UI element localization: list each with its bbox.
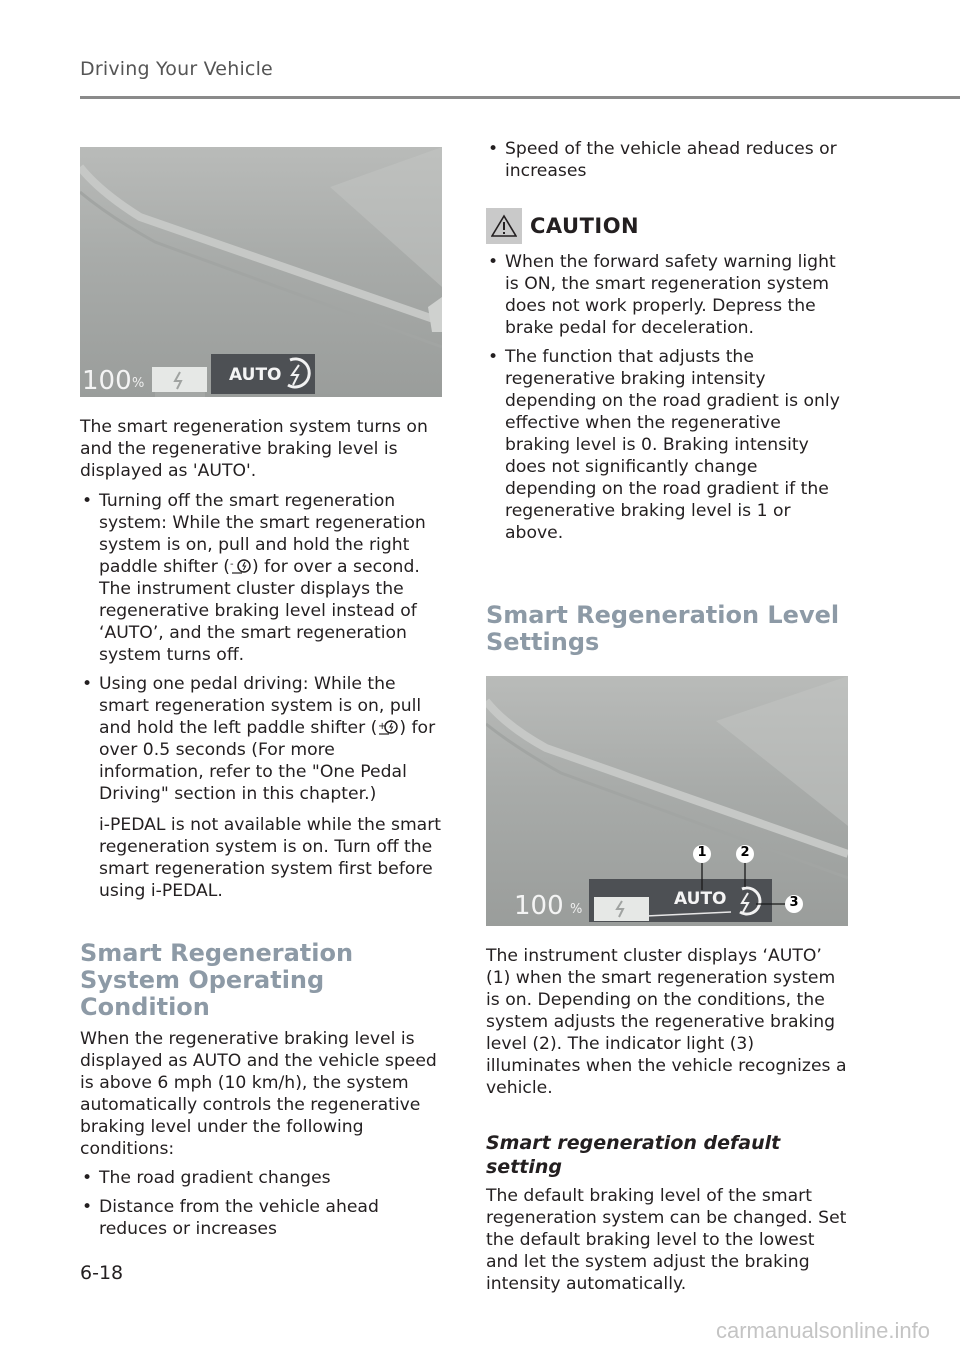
list-item bbox=[486, 251, 848, 339]
cluster-illustration bbox=[486, 676, 848, 926]
caution-badge bbox=[486, 208, 522, 244]
condition-text: Speed of the vehicle ahead reduces or increases bbox=[505, 139, 837, 181]
svg-text:+: + bbox=[378, 721, 387, 732]
left-column bbox=[80, 147, 442, 1240]
caution-text: The function that adjusts the regenerative braking intensity depending on the road gradient is only effective when the regenerative braking level is 0. Braking intensity does not significantly change depending on the road gradient if the regenerative braking level is 1 or above. bbox=[505, 347, 840, 543]
smart-regen-bullets bbox=[80, 490, 442, 902]
battery-percent: 100 bbox=[82, 366, 132, 396]
operating-condition-text: When the regenerative braking level is displayed as AUTO and the vehicle speed is above 6 mph (10 km/h), the system automatically controls the regenerative braking level under the following conditions: bbox=[80, 1029, 437, 1159]
caution-text: When the forward safety warning light is ON, the smart regeneration system does not work properly. Depress the brake pedal for deceleration. bbox=[505, 252, 836, 338]
bullet1-text-end: ) for over a second. The instrument cluster displays the regenerative braking level instead of ‘AUTO’, and the smart regeneration system turns off. bbox=[99, 557, 420, 665]
ipedal-note: i-PEDAL is not available while the smart regeneration system is on. Turn off the smart regeneration system first before using i-PEDAL. bbox=[99, 815, 442, 901]
right-column bbox=[486, 138, 848, 1295]
condition-list bbox=[80, 1167, 442, 1240]
level-settings-text: The instrument cluster displays ‘AUTO’ (1) when the smart regeneration system is on. Depending on the conditions, the system adjusts the regenerative braking level (2). The indicator light (3) illuminates when the vehicle recognizes a vehicle. bbox=[486, 946, 847, 1098]
cluster-figure-auto bbox=[80, 147, 442, 397]
page-header-title: Driving Your Vehicle bbox=[80, 58, 273, 80]
bullet1-text-start: Turning off the smart regeneration system: While the smart regeneration system is on, pull and hold the right paddle shifter ( bbox=[99, 491, 426, 577]
list-item bbox=[80, 1196, 442, 1240]
bullet-dot: • bbox=[82, 1168, 93, 1188]
bullet-dot: • bbox=[82, 491, 93, 511]
condition-list-continued bbox=[486, 138, 848, 182]
battery-percent-sign: % bbox=[570, 902, 583, 917]
bullet2-text-end: ) for over 0.5 seconds (For more information, refer to the "One Pedal Driving" section in this chapter.) bbox=[99, 718, 436, 804]
bullet-dot: • bbox=[488, 252, 499, 272]
callout-3: 3 bbox=[789, 895, 799, 910]
callout-1: 1 bbox=[697, 845, 707, 860]
condition-text: The road gradient changes bbox=[99, 1168, 331, 1188]
bullet-dot: • bbox=[82, 1197, 93, 1217]
bullet2-text-start: Using one pedal driving: While the smart regeneration system is on, pull and hold the left paddle shifter ( bbox=[99, 674, 422, 738]
list-item bbox=[486, 138, 848, 182]
list-item bbox=[486, 346, 848, 544]
caution-list bbox=[486, 251, 848, 544]
list-item bbox=[80, 673, 442, 902]
auto-mode-label: AUTO bbox=[229, 365, 282, 385]
paddle-plus-icon bbox=[377, 718, 399, 736]
battery-percent: 100 bbox=[514, 891, 564, 921]
battery-percent-sign: % bbox=[132, 376, 145, 391]
condition-text: Distance from the vehicle ahead reduces or increases bbox=[99, 1197, 379, 1239]
level-settings-heading: Smart Regeneration Level Settings bbox=[486, 601, 840, 656]
operating-condition-heading: Smart Regeneration System Operating Condition bbox=[80, 939, 354, 1021]
cluster-illustration bbox=[80, 147, 442, 397]
header-divider bbox=[80, 96, 960, 99]
paddle-minus-icon bbox=[230, 557, 252, 575]
list-item bbox=[80, 490, 442, 666]
list-item bbox=[80, 1167, 442, 1189]
default-setting-text: The default braking level of the smart regeneration system can be changed. Set the default braking level to the lowest and let the system adjust the braking intensity automatically. bbox=[486, 1186, 847, 1294]
warning-triangle-icon bbox=[491, 214, 517, 238]
watermark: carmanualsonline.info bbox=[715, 1318, 930, 1343]
page-number: 6-18 bbox=[80, 1262, 124, 1284]
auto-mode-label: AUTO bbox=[674, 889, 727, 909]
bullet-dot: • bbox=[488, 139, 499, 159]
bullet-dot: • bbox=[488, 347, 499, 367]
cluster-figure-callouts bbox=[486, 676, 848, 926]
bullet-dot: • bbox=[82, 674, 93, 694]
svg-text:-: - bbox=[230, 559, 234, 570]
callout-2: 2 bbox=[740, 845, 750, 860]
intro-paragraph: The smart regeneration system turns on and the regenerative braking level is displayed as 'AUTO'. bbox=[80, 417, 428, 481]
caution-label: CAUTION bbox=[530, 214, 640, 238]
default-setting-heading: Smart regeneration default setting bbox=[486, 1132, 781, 1178]
caution-header bbox=[486, 208, 848, 244]
